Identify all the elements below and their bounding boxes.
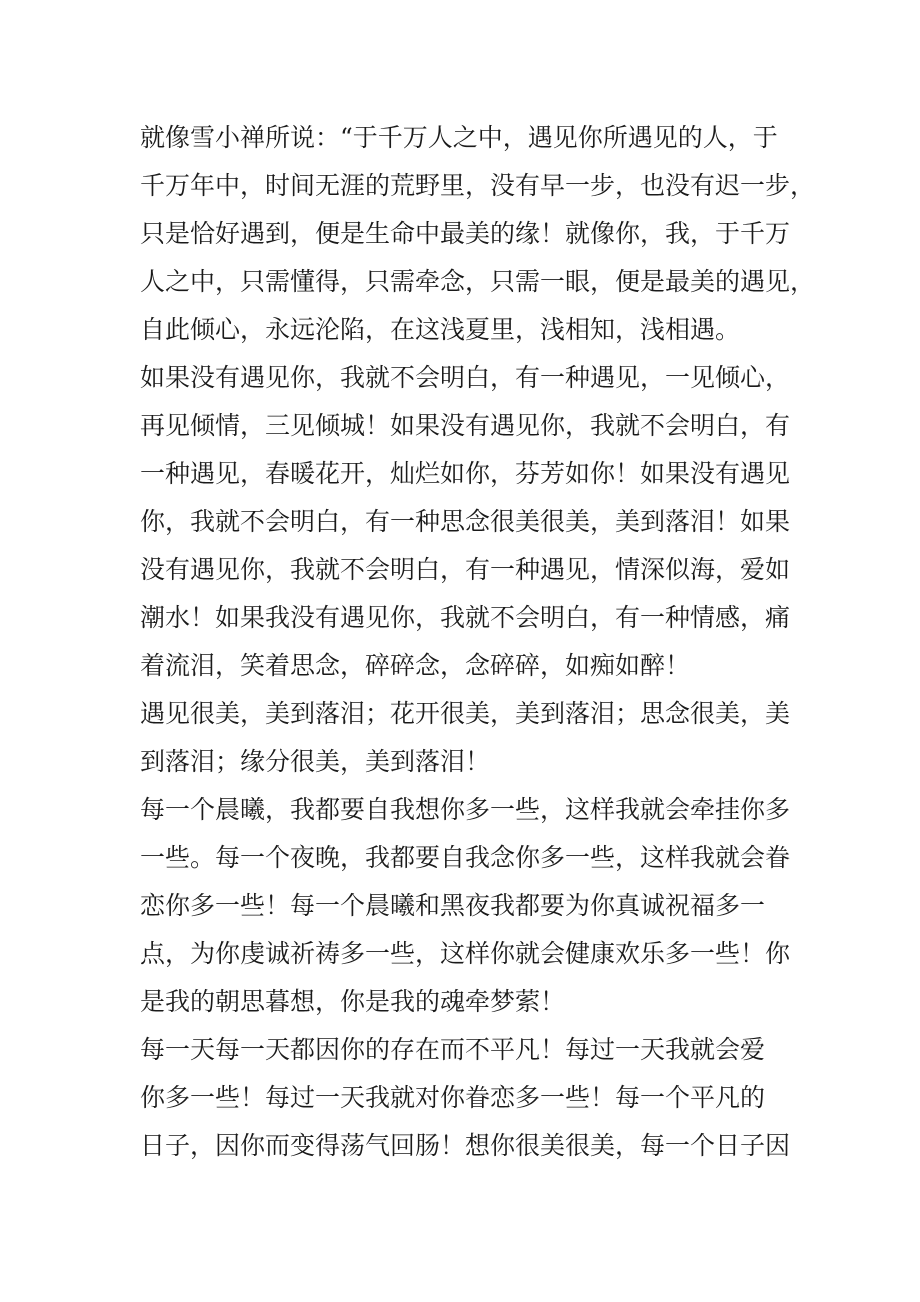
text-line: 点，为你虔诚祈祷多一些，这样你就会健康欢乐多一些！你 xyxy=(140,939,791,968)
text-line: 就像雪小禅所说：“于千万人之中，遇见你所遇见的人，于 xyxy=(140,123,778,152)
text-line: 每一天每一天都因你的存在而不平凡！每过一天我就会爱 xyxy=(140,1035,766,1064)
text-line: 潮水！如果我没有遇见你，我就不会明白，有一种情感，痛 xyxy=(140,603,791,632)
body-text xyxy=(140,114,816,1170)
text-line: 遇见很美，美到落泪；花开很美，美到落泪；思念很美，美 xyxy=(140,699,791,728)
text-line: 着流泪，笑着思念，碎碎念，念碎碎，如痴如醉！ xyxy=(140,651,691,680)
text-line: 自此倾心，永远沦陷，在这浅夏里，浅相知，浅相遇。 xyxy=(140,315,741,344)
text-line: 日子，因你而变得荡气回肠！想你很美很美，每一个日子因 xyxy=(140,1131,791,1160)
text-line: 如果没有遇见你，我就不会明白，有一种遇见，一见倾心， xyxy=(140,363,791,392)
text-line: 只是恰好遇到，便是生命中最美的缘！就像你，我，于千万 xyxy=(140,219,791,248)
text-line: 一种遇见，春暖花开，灿烂如你，芬芳如你！如果没有遇见 xyxy=(140,459,791,488)
text-line: 你，我就不会明白，有一种思念很美很美，美到落泪！如果 xyxy=(140,507,791,536)
text-line: 一些。每一个夜晚，我都要自我念你多一些，这样我就会眷 xyxy=(140,843,791,872)
text-line: 没有遇见你，我就不会明白，有一种遇见，情深似海，爱如 xyxy=(140,555,791,584)
text-line: 是我的朝思暮想，你是我的魂牵梦萦！ xyxy=(140,987,566,1016)
text-line: 千万年中，时间无涯的荒野里，没有早一步，也没有迟一步， xyxy=(140,171,816,200)
text-line: 再见倾情，三见倾城！如果没有遇见你，我就不会明白，有 xyxy=(140,411,791,440)
text-line: 每一个晨曦，我都要自我想你多一些，这样我就会牵挂你多 xyxy=(140,795,791,824)
text-line: 你多一些！每过一天我就对你眷恋多一些！每一个平凡的 xyxy=(140,1083,766,1112)
text-line: 人之中，只需懂得，只需牵念，只需一眼，便是最美的遇见， xyxy=(140,267,816,296)
text-line: 恋你多一些！每一个晨曦和黑夜我都要为你真诚祝福多一 xyxy=(140,891,766,920)
text-line: 到落泪；缘分很美，美到落泪！ xyxy=(140,747,491,776)
